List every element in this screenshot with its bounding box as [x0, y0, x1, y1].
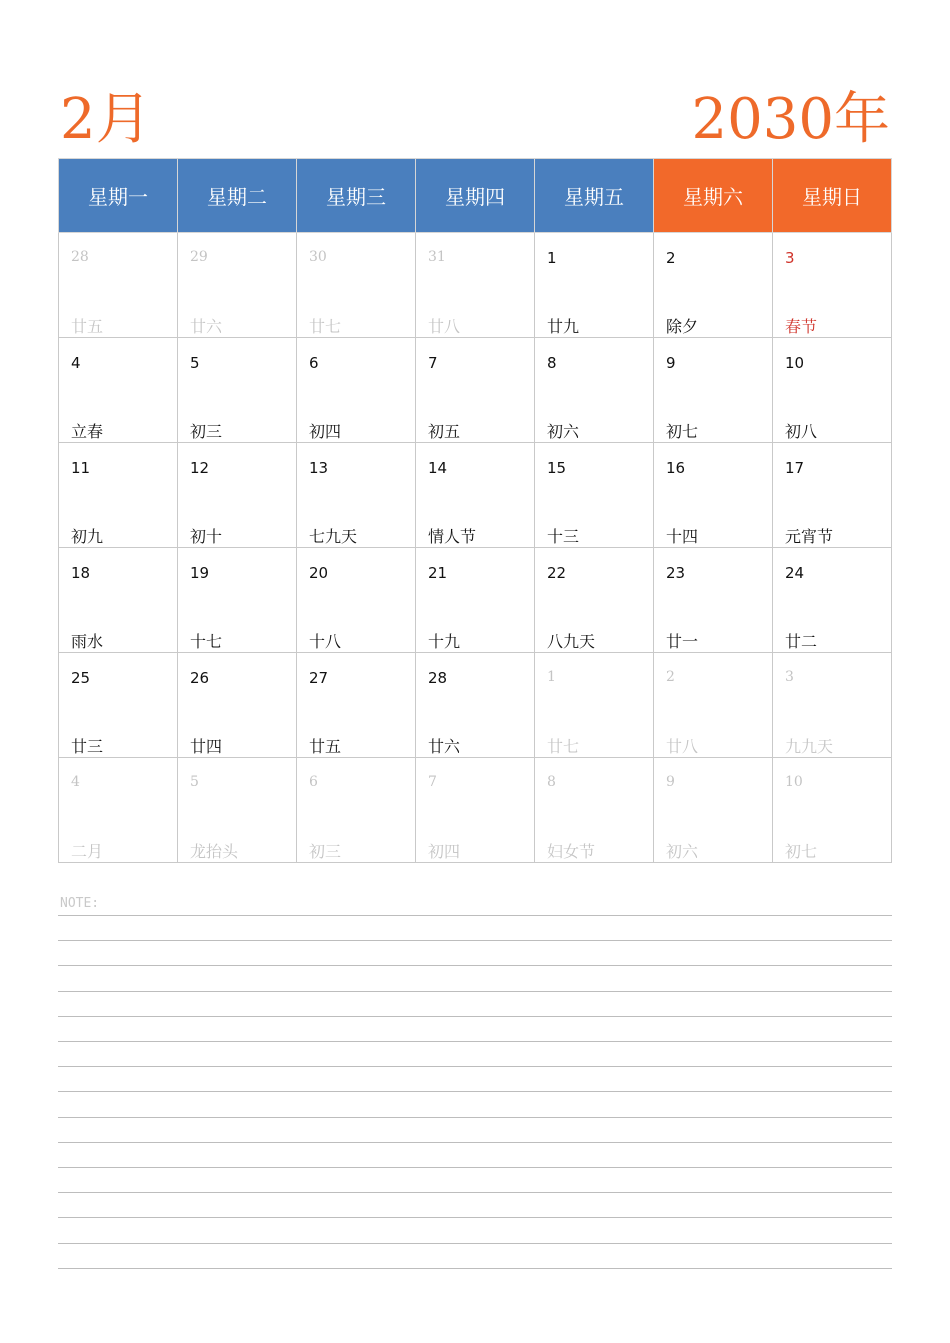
notes-label: NOTE:: [60, 896, 100, 911]
day-number: 8: [547, 354, 557, 372]
lunar-date: 初四: [428, 842, 461, 861]
day-number: 27: [309, 669, 329, 687]
day-cell[interactable]: [773, 548, 892, 653]
day-cell[interactable]: [178, 758, 297, 863]
note-line[interactable]: [58, 1142, 892, 1143]
day-cell[interactable]: [59, 443, 178, 548]
lunar-date: 春节: [785, 317, 818, 336]
day-number: 10: [785, 354, 805, 372]
lunar-date: 初十: [190, 527, 223, 546]
day-cell[interactable]: [178, 653, 297, 758]
calendar-body: [59, 233, 892, 863]
week-row: [59, 443, 892, 548]
day-cell[interactable]: [416, 443, 535, 548]
day-cell[interactable]: [654, 758, 773, 863]
lunar-date: 十八: [309, 632, 342, 651]
day-number: 16: [666, 459, 686, 477]
day-number: 30: [309, 249, 327, 265]
day-cell[interactable]: [297, 338, 416, 443]
day-number: 9: [666, 774, 675, 790]
note-line[interactable]: [58, 1016, 892, 1017]
week-row: [59, 233, 892, 338]
day-number: 7: [428, 774, 437, 790]
day-number: 23: [666, 564, 686, 582]
day-number: 15: [547, 459, 567, 477]
lunar-date: 廿七: [309, 317, 342, 336]
week-row: [59, 653, 892, 758]
day-number: 24: [785, 564, 805, 582]
day-cell[interactable]: [59, 758, 178, 863]
lunar-date: 七九天: [309, 527, 358, 546]
lunar-date: 十三: [547, 527, 580, 546]
lunar-date: 廿九: [547, 317, 580, 336]
weekday-header-sun: 星期日: [773, 159, 892, 233]
day-number: 25: [71, 669, 91, 687]
note-line[interactable]: [58, 1117, 892, 1118]
lunar-date: 初三: [309, 842, 342, 861]
week-row: [59, 338, 892, 443]
lunar-date: 元宵节: [785, 527, 834, 546]
lunar-date: 廿八: [428, 317, 461, 336]
day-cell[interactable]: [535, 443, 654, 548]
lunar-date: 十七: [190, 632, 223, 651]
note-line[interactable]: [58, 1217, 892, 1218]
day-number: 5: [190, 774, 199, 790]
day-number: 4: [71, 774, 80, 790]
day-cell[interactable]: [654, 443, 773, 548]
day-cell[interactable]: [416, 758, 535, 863]
lunar-date: 妇女节: [547, 842, 596, 861]
weekday-header-row: [59, 159, 892, 233]
day-cell[interactable]: [654, 548, 773, 653]
day-number: 14: [428, 459, 448, 477]
lunar-date: 初五: [428, 422, 461, 441]
day-cell[interactable]: [416, 653, 535, 758]
lunar-date: 九九天: [785, 737, 834, 756]
weekday-header-wed: 星期三: [297, 159, 416, 233]
note-line[interactable]: [58, 1243, 892, 1244]
day-cell[interactable]: [773, 758, 892, 863]
day-number: 3: [785, 669, 794, 685]
note-line[interactable]: [58, 1167, 892, 1168]
lunar-date: 廿三: [71, 737, 104, 756]
note-line[interactable]: [58, 940, 892, 941]
day-cell[interactable]: [654, 338, 773, 443]
year-title: 2030年: [691, 87, 890, 152]
day-cell[interactable]: [178, 233, 297, 338]
day-number: 11: [71, 459, 91, 477]
day-cell[interactable]: [773, 443, 892, 548]
lunar-date: 廿七: [547, 737, 580, 756]
lunar-date: 廿六: [428, 737, 461, 756]
day-number: 28: [428, 669, 448, 687]
note-line[interactable]: [58, 915, 892, 916]
day-number: 3: [785, 249, 795, 267]
day-number: 2: [666, 669, 675, 685]
day-cell[interactable]: [416, 548, 535, 653]
note-line[interactable]: [58, 1268, 892, 1269]
day-number: 26: [190, 669, 210, 687]
day-number: 5: [190, 354, 200, 372]
lunar-date: 十九: [428, 632, 461, 651]
lunar-date: 情人节: [428, 527, 477, 546]
note-line[interactable]: [58, 1091, 892, 1092]
day-number: 12: [190, 459, 210, 477]
day-number: 10: [785, 774, 803, 790]
lunar-date: 廿五: [309, 737, 342, 756]
weekday-header-tue: 星期二: [178, 159, 297, 233]
day-number: 17: [785, 459, 805, 477]
lunar-date: 廿五: [71, 317, 104, 336]
weekday-header-sat: 星期六: [654, 159, 773, 233]
day-number: 1: [547, 669, 556, 685]
day-number: 19: [190, 564, 210, 582]
day-cell[interactable]: [297, 653, 416, 758]
lunar-date: 初九: [71, 527, 104, 546]
day-cell[interactable]: [535, 653, 654, 758]
lunar-date: 廿二: [785, 632, 818, 651]
note-line[interactable]: [58, 965, 892, 966]
calendar-grid: [58, 158, 892, 863]
day-number: 13: [309, 459, 329, 477]
weekday-header-thu: 星期四: [416, 159, 535, 233]
week-row: [59, 758, 892, 863]
day-cell[interactable]: [297, 233, 416, 338]
lunar-date: 初七: [666, 422, 699, 441]
lunar-date: 廿八: [666, 737, 699, 756]
day-cell[interactable]: [59, 338, 178, 443]
note-line[interactable]: [58, 1041, 892, 1042]
lunar-date: 廿六: [190, 317, 223, 336]
day-cell[interactable]: [178, 443, 297, 548]
note-line[interactable]: [58, 1066, 892, 1067]
day-cell[interactable]: [297, 443, 416, 548]
day-cell[interactable]: [416, 338, 535, 443]
day-number: 21: [428, 564, 448, 582]
day-cell[interactable]: [773, 233, 892, 338]
day-number: 6: [309, 354, 319, 372]
day-number: 2: [666, 249, 676, 267]
day-number: 1: [547, 249, 557, 267]
day-number: 22: [547, 564, 567, 582]
lunar-date: 十四: [666, 527, 699, 546]
lunar-date: 初七: [785, 842, 818, 861]
day-cell[interactable]: [416, 233, 535, 338]
lunar-date: 初三: [190, 422, 223, 441]
day-cell[interactable]: [535, 758, 654, 863]
day-cell[interactable]: [535, 548, 654, 653]
lunar-date: 初六: [666, 842, 699, 861]
day-cell[interactable]: [654, 233, 773, 338]
week-row: [59, 548, 892, 653]
day-number: 28: [71, 249, 89, 265]
day-number: 8: [547, 774, 556, 790]
day-number: 20: [309, 564, 329, 582]
day-cell[interactable]: [178, 548, 297, 653]
day-cell[interactable]: [535, 233, 654, 338]
day-number: 29: [190, 249, 208, 265]
day-cell[interactable]: [59, 653, 178, 758]
weekday-header-fri: 星期五: [535, 159, 654, 233]
day-number: 6: [309, 774, 318, 790]
lunar-date: 雨水: [71, 632, 104, 651]
lunar-date: 廿一: [666, 632, 699, 651]
day-cell[interactable]: [178, 338, 297, 443]
day-cell[interactable]: [773, 653, 892, 758]
day-cell[interactable]: [773, 338, 892, 443]
day-cell[interactable]: [297, 548, 416, 653]
day-cell[interactable]: [59, 233, 178, 338]
lunar-date: 除夕: [666, 317, 699, 336]
lunar-date: 廿四: [190, 737, 223, 756]
lunar-date: 二月: [71, 842, 104, 861]
day-number: 31: [428, 249, 446, 265]
day-cell[interactable]: [59, 548, 178, 653]
day-number: 9: [666, 354, 676, 372]
lunar-date: 初八: [785, 422, 818, 441]
day-cell[interactable]: [297, 758, 416, 863]
note-line[interactable]: [58, 991, 892, 992]
weekday-header-mon: 星期一: [59, 159, 178, 233]
day-number: 4: [71, 354, 81, 372]
day-cell[interactable]: [654, 653, 773, 758]
lunar-date: 初六: [547, 422, 580, 441]
day-number: 18: [71, 564, 91, 582]
lunar-date: 八九天: [547, 632, 596, 651]
day-cell[interactable]: [535, 338, 654, 443]
day-number: 7: [428, 354, 438, 372]
month-title: 2月: [60, 87, 152, 152]
lunar-date: 初四: [309, 422, 342, 441]
lunar-date: 立春: [71, 422, 104, 441]
note-line[interactable]: [58, 1192, 892, 1193]
lunar-date: 龙抬头: [190, 842, 239, 861]
